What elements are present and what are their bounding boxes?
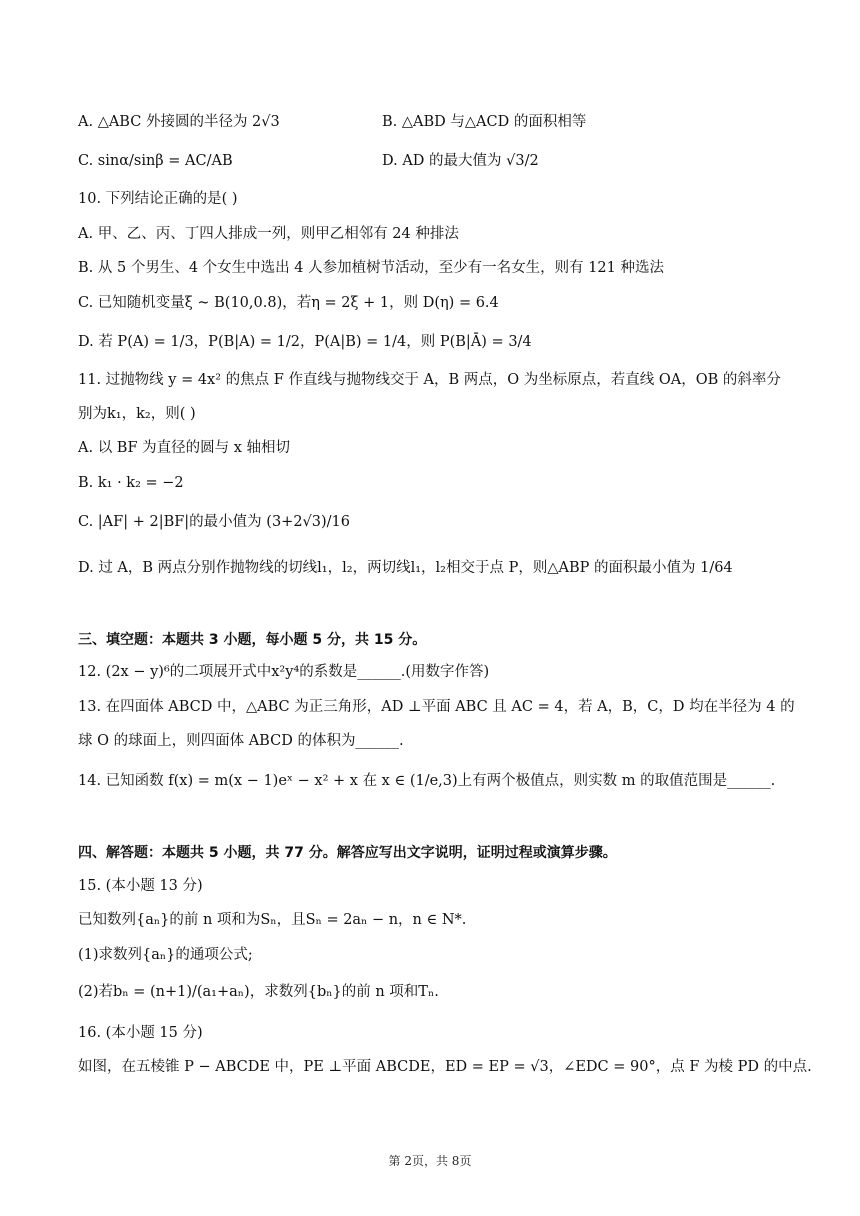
q12: 12. (2x − y)⁶的二项展开式中x²y⁴的系数是______.(用数字作答) <box>78 664 490 680</box>
q15-title: 15. (本小题 13 分) <box>78 878 203 894</box>
q15-part1: (1)求数列{aₙ}的通项公式; <box>78 947 253 963</box>
q10-option-d: D. 若 P(A) = 1/3，P(B|A) = 1/2，P(A|B) = 1/4，则 P(B|Ā) = 3/4 <box>78 334 532 350</box>
q11-option-b: B. k₁ · k₂ = −2 <box>78 475 184 491</box>
q9-option-b: B. △ABD 与△ACD 的面积相等 <box>382 114 587 130</box>
q15-stem: 已知数列{aₙ}的前 n 项和为Sₙ，且Sₙ = 2aₙ − n，n ∈ N*. <box>78 912 467 928</box>
q10-option-b: B. 从 5 个男生、4 个女生中选出 4 人参加植树节活动，至少有一名女生，则有 121 种选法 <box>78 260 664 276</box>
q11-stem-line2: 别为k₁，k₂，则( ) <box>78 406 196 422</box>
page-footer: 第 2页，共 8页 <box>388 1154 472 1168</box>
q13-line1: 13. 在四面体 ABCD 中，△ABC 为正三角形，AD ⊥平面 ABC 且 AC = 4，若 A，B，C，D 均在半径为 4 的 <box>78 699 795 715</box>
section3-heading: 三、填空题：本题共 3 小题，每小题 5 分，共 15 分。 <box>78 632 427 648</box>
q13-line2: 球 O 的球面上，则四面体 ABCD 的体积为______. <box>78 733 404 749</box>
q9-option-c: C. sinα/sinβ = AC/AB <box>78 153 233 169</box>
q14: 14. 已知函数 f(x) = m(x − 1)eˣ − x² + x 在 x ∈ (1/e,3)上有两个极值点，则实数 m 的取值范围是______. <box>78 773 776 789</box>
q9-option-d: D. AD 的最大值为 √3/2 <box>382 153 539 169</box>
section4-heading: 四、解答题：本题共 5 小题，共 77 分。解答应写出文字说明，证明过程或演算步骤。 <box>78 845 617 861</box>
q11-option-d: D. 过 A，B 两点分别作抛物线的切线l₁，l₂，两切线l₁，l₂相交于点 P，则△ABP 的面积最小值为 1/64 <box>78 560 733 576</box>
q16-stem: 如图，在五棱锥 P − ABCDE 中，PE ⊥平面 ABCDE，ED = EP = √3，∠EDC = 90°，点 F 为棱 PD 的中点. <box>78 1059 812 1075</box>
q10-option-c: C. 已知随机变量ξ ~ B(10,0.8)，若η = 2ξ + 1，则 D(η) = 6.4 <box>78 295 499 311</box>
q9-option-a: A. △ABC 外接圆的半径为 2√3 <box>78 114 280 130</box>
q15-part2: (2)若bₙ = (n+1)/(a₁+aₙ)，求数列{bₙ}的前 n 项和Tₙ. <box>78 984 439 1000</box>
q11-stem-line1: 11. 过抛物线 y = 4x² 的焦点 F 作直线与抛物线交于 A，B 两点，O 为坐标原点，若直线 OA，OB 的斜率分 <box>78 372 781 388</box>
q16-title: 16. (本小题 15 分) <box>78 1025 203 1041</box>
q11-option-a: A. 以 BF 为直径的圆与 x 轴相切 <box>78 440 291 456</box>
q11-option-c: C. |AF| + 2|BF|的最小值为 (3+2√3)/16 <box>78 514 351 530</box>
q10-option-a: A. 甲、乙、丙、丁四人排成一列，则甲乙相邻有 24 种排法 <box>78 226 459 242</box>
q10-stem: 10. 下列结论正确的是( ) <box>78 191 238 207</box>
